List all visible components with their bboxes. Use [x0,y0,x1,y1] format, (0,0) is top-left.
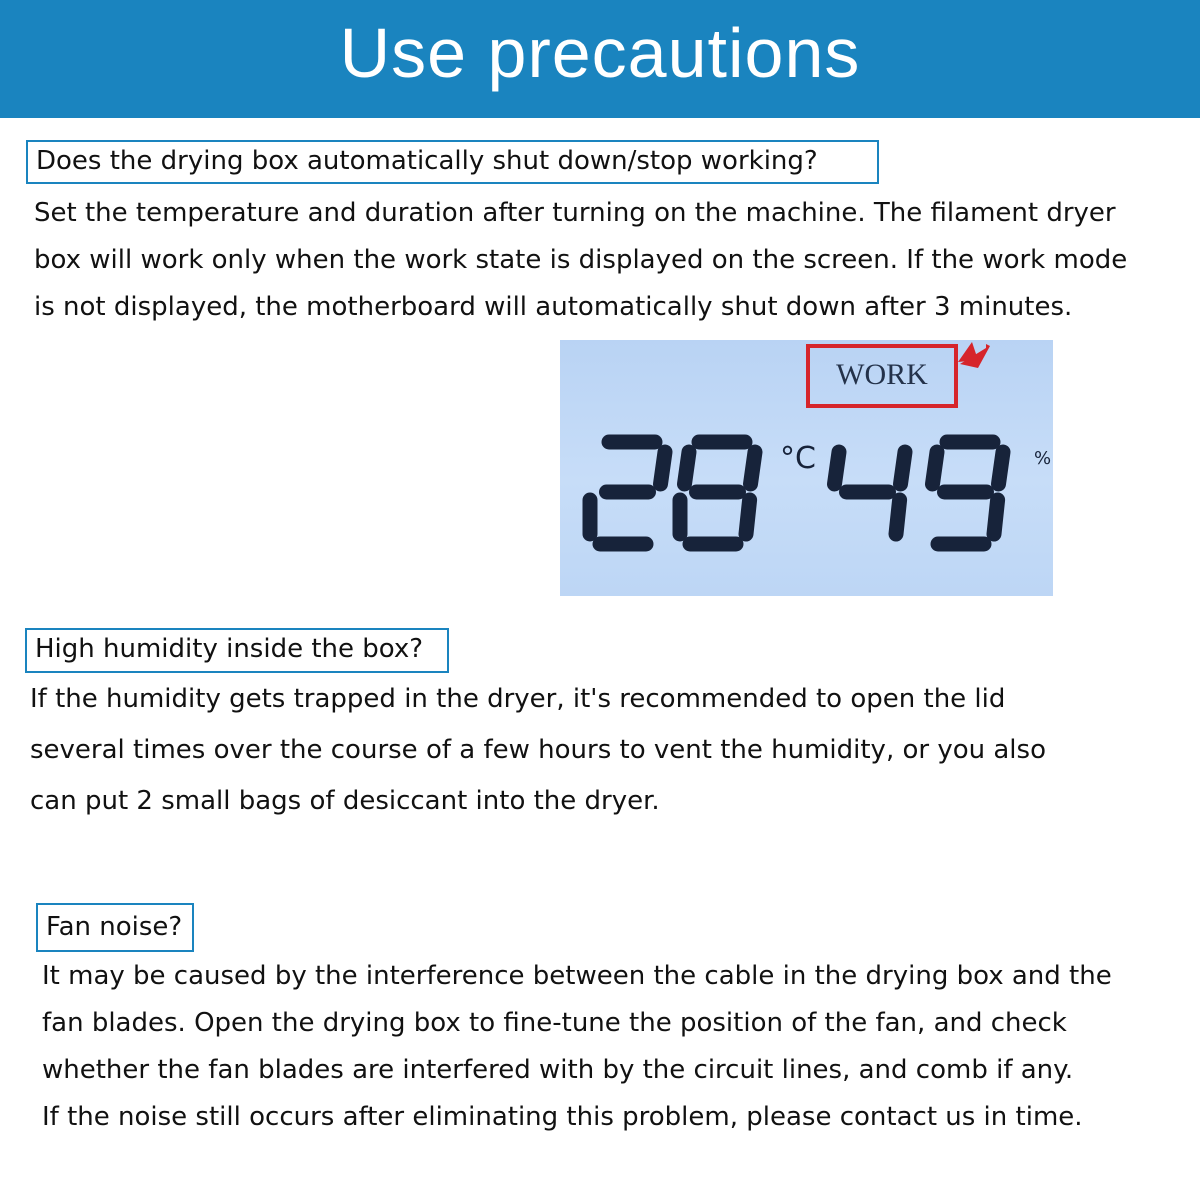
answer-line: fan blades. Open the drying box to fine-tune the position of the fan, and check [42,1008,1067,1038]
temperature-digit-2-segment-f [685,452,690,484]
lcd-display-photo [560,340,1053,596]
humidity-digit-2-segment-f [933,452,938,484]
question-shutdown-text: Does the drying box automatically shut down/stop working? [36,146,818,176]
answer-line: several times over the course of a few hours to vent the humidity, or you also [30,735,1046,765]
lcd-drawing [560,340,1053,596]
answer-shutdown [34,190,1127,331]
temperature-digit-2-segment-b [751,452,756,484]
answer-fan-noise [42,953,1112,1141]
answer-line: is not displayed, the motherboard will automatically shut down after 3 minutes. [34,292,1073,322]
humidity-digit-1-segment-f [835,452,840,484]
answer-line: whether the fan blades are interfered with by the circuit lines, and comb if any. [42,1055,1074,1085]
humidity-digit-2-segment-c [994,500,998,534]
header-banner [0,0,1200,118]
answer-line: If the humidity gets trapped in the dryer, it's recommended to open the lid [30,684,1006,714]
question-shutdown [26,140,879,184]
answer-humidity [30,674,1046,827]
answer-line: can put 2 small bags of desiccant into the dryer. [30,786,660,816]
answer-line: box will work only when the work state is displayed on the screen. If the work mode [34,245,1128,275]
work-label: WORK [836,358,928,391]
question-humidity [25,628,449,673]
temperature-unit: °C [780,441,816,476]
answer-line: It may be caused by the interference between the cable in the drying box and the [42,961,1112,991]
answer-line: Set the temperature and duration after turning on the machine. The filament dryer [34,198,1116,228]
question-humidity-text: High humidity inside the box? [35,634,424,664]
answer-line: If the noise still occurs after eliminating this problem, please contact us in time. [42,1102,1083,1132]
humidity-digit-2-segment-b [999,452,1004,484]
question-fan-noise [36,903,194,952]
temperature-digit-2-segment-c [746,500,750,534]
humidity-unit: % [1034,448,1052,469]
temperature-digit-1-segment-b [661,452,666,484]
humidity-digit-1-segment-c [896,500,900,534]
question-fan-noise-text: Fan noise? [46,912,183,942]
red-arrow-icon [958,342,990,368]
page-title: Use precautions [339,14,861,92]
humidity-digit-1-segment-b [901,452,906,484]
